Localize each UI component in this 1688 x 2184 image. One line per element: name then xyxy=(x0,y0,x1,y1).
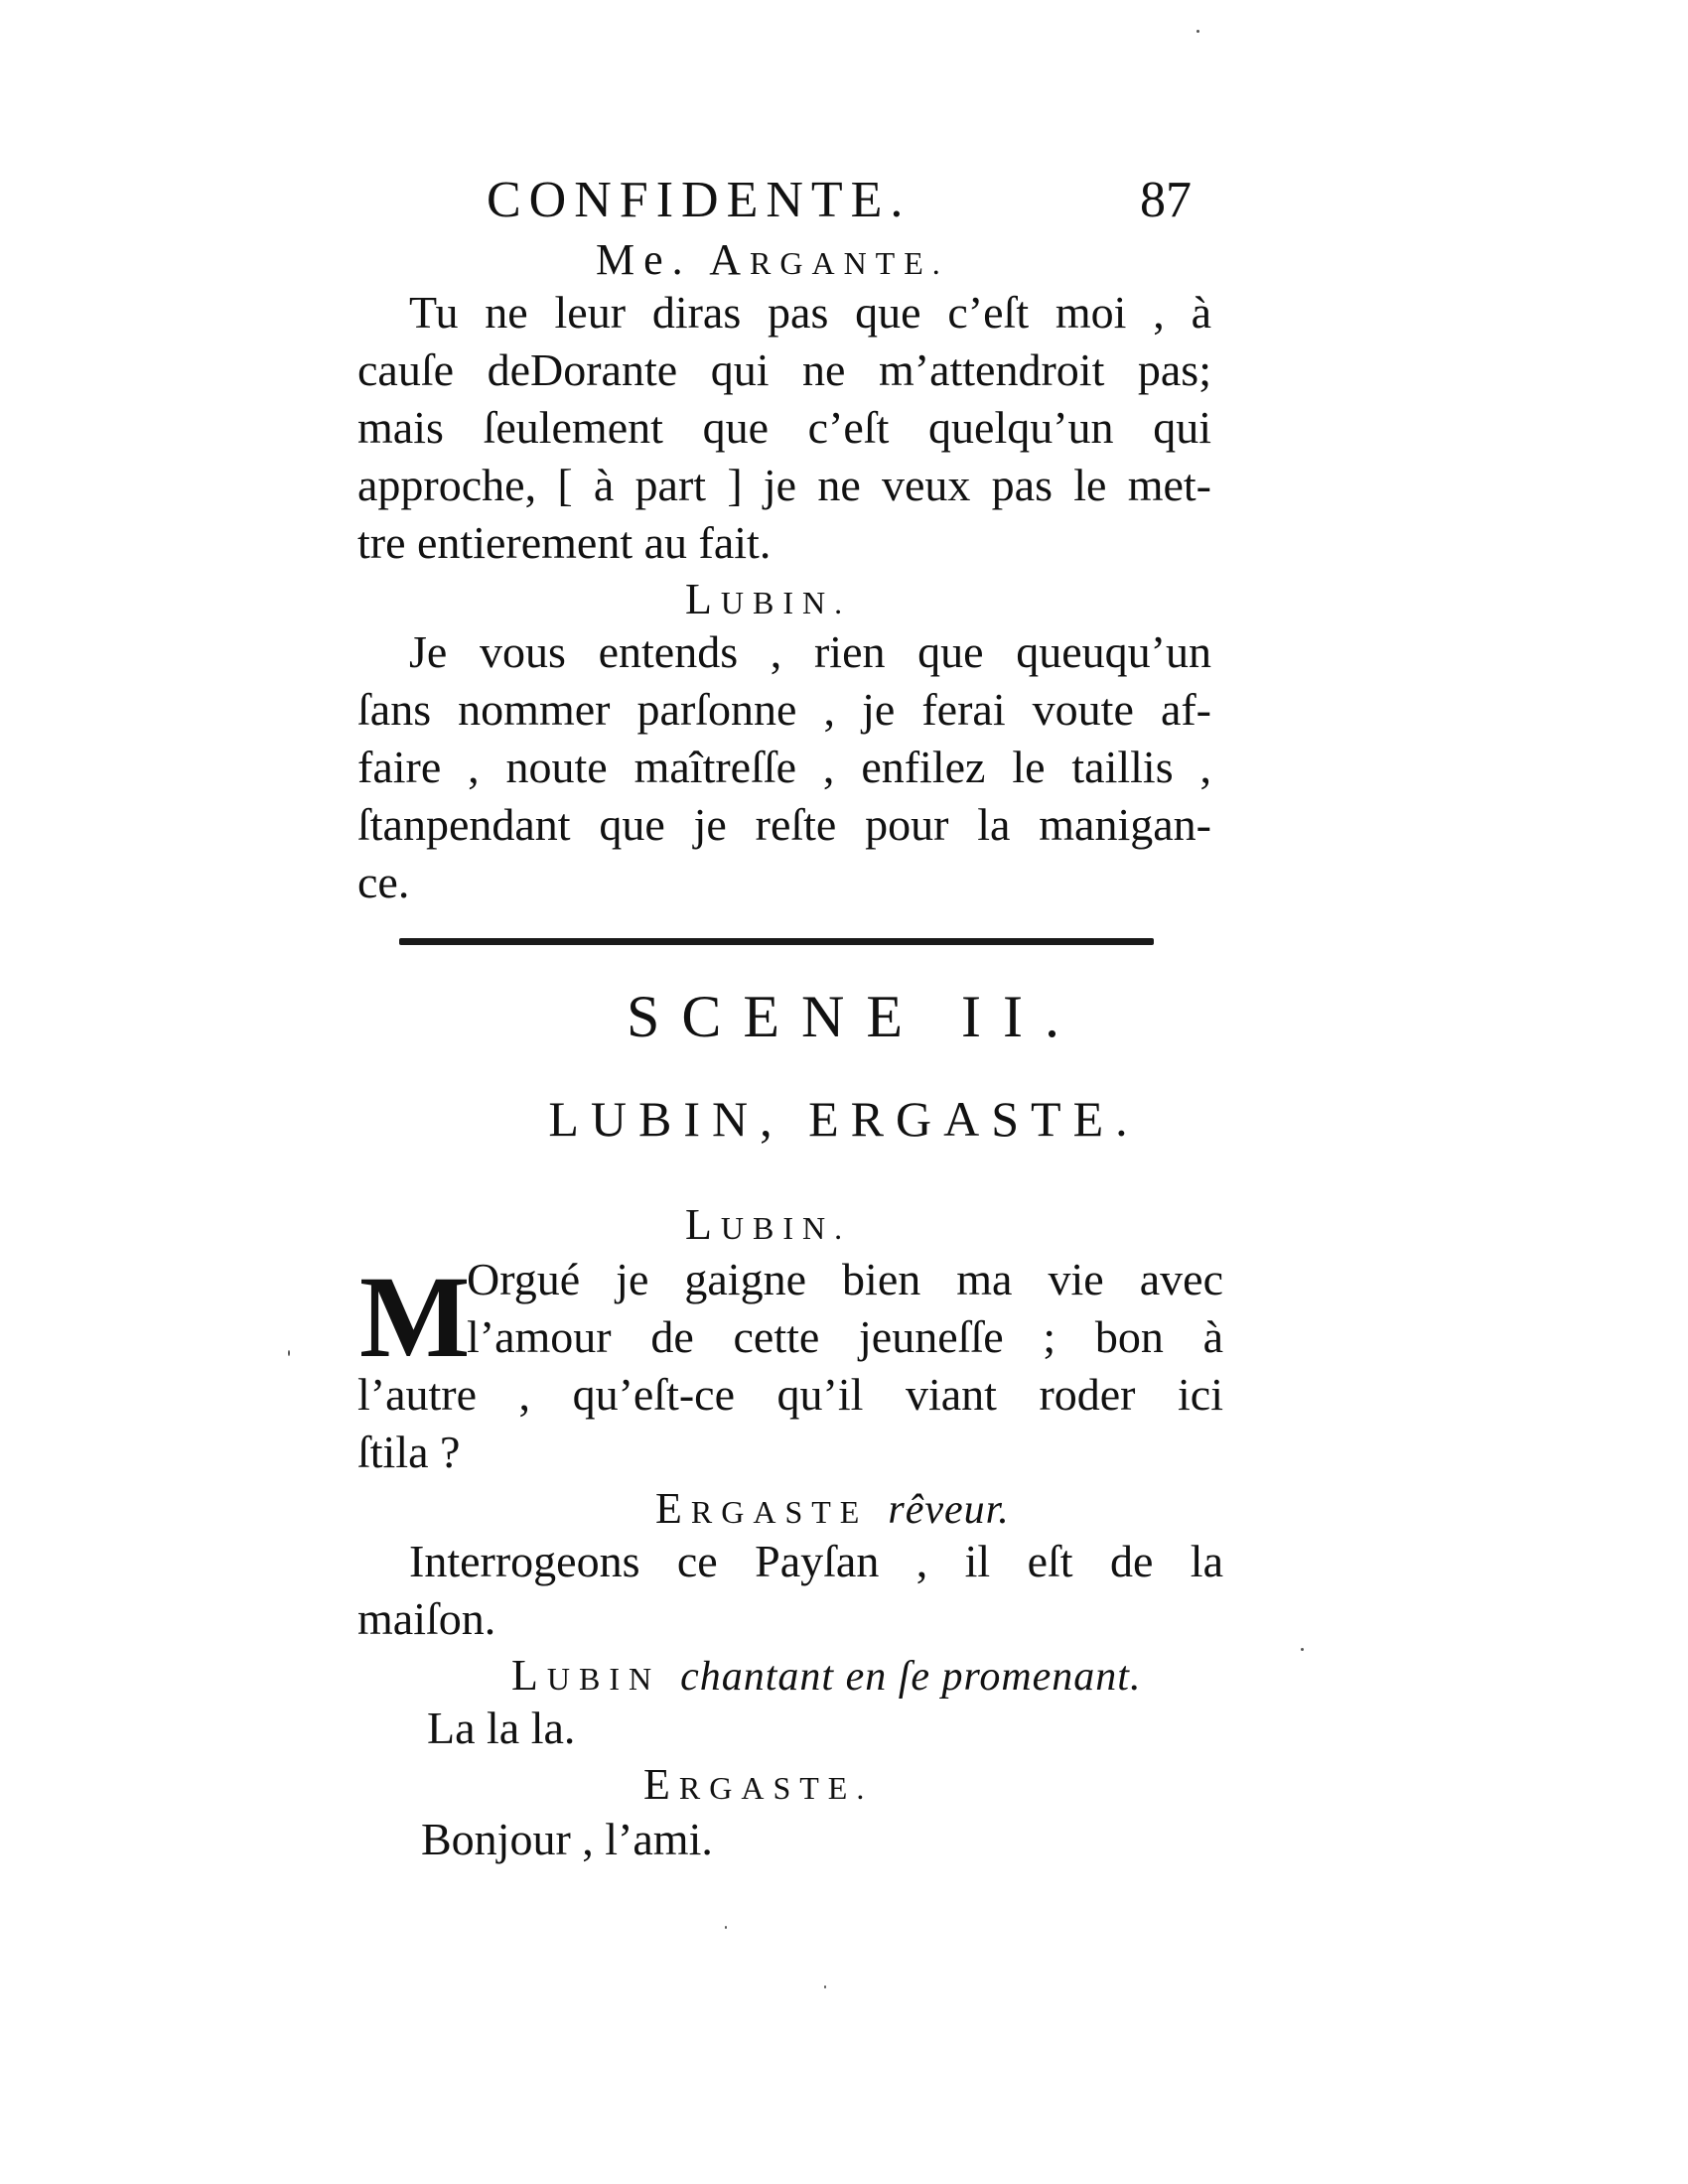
text-line: l’amour de cette jeuneſſe ; bon à xyxy=(467,1311,1223,1362)
speaker-name-rest: UBIN. xyxy=(720,585,852,620)
speaker-name-rest: RGANTE. xyxy=(750,245,949,281)
scan-speck xyxy=(1196,30,1199,33)
text-line: ſtanpendant que je reſte pour la manigan- xyxy=(357,799,1211,850)
speaker-initial: Me. A xyxy=(596,235,750,284)
speaker-name-rest: UBIN xyxy=(546,1661,661,1697)
speaker-initial: E xyxy=(655,1484,691,1533)
text-line: Interrogeons ce Payſan , il eſt de la xyxy=(409,1536,1223,1586)
speaker-initial: L xyxy=(511,1651,547,1700)
stage-direction: rêveur. xyxy=(888,1487,1010,1533)
text-line: cauſe deDorante qui ne m’attendroit pas; xyxy=(357,344,1211,395)
speaker-heading xyxy=(596,234,949,285)
text-line: Bonjour , l’ami. xyxy=(421,1814,713,1864)
speaker-initial: E xyxy=(643,1760,679,1809)
speaker-heading xyxy=(655,1483,1010,1534)
page-number: 87 xyxy=(1140,172,1192,228)
speaker-initial: L xyxy=(685,1200,721,1249)
text-line: ſans nommer parſonne , je ferai voute af- xyxy=(357,684,1211,735)
text-line: ſtila ? xyxy=(357,1427,461,1477)
scan-speck xyxy=(288,1350,290,1356)
section-divider-rule xyxy=(399,938,1154,945)
speaker-initial: L xyxy=(685,575,721,623)
text-line: mais ſeulement que c’eſt quelqu’un qui xyxy=(357,402,1211,453)
text-line: faire , noute maîtreſſe , enfilez le taillis , xyxy=(357,742,1211,792)
text-line: tre entierement au fait. xyxy=(357,517,772,568)
speaker-name-rest: RGASTE. xyxy=(678,1770,874,1806)
scene-characters: LUBIN, ERGASTE. xyxy=(548,1091,1140,1147)
speaker-name-rest: UBIN. xyxy=(720,1210,852,1246)
running-title: CONFIDENTE. xyxy=(487,172,912,228)
text-line: ce. xyxy=(357,857,410,907)
scan-speck xyxy=(725,1926,727,1929)
text-line: La la la. xyxy=(427,1703,576,1753)
speaker-name-rest: RGASTE xyxy=(690,1494,869,1530)
text-line: Je vous entends , rien que queuqu’un xyxy=(409,626,1211,677)
speaker-heading xyxy=(685,574,851,624)
scene-title: SCENE II. xyxy=(627,984,1081,1049)
speaker-heading xyxy=(643,1759,873,1810)
stage-direction: chantant en ſe promenant. xyxy=(680,1654,1142,1700)
text-line: approche, [ à part ] je ne veux pas le met- xyxy=(357,460,1211,510)
text-line: l’autre , qu’eſt-ce qu’il viant roder ici xyxy=(357,1369,1223,1420)
text-line: Tu ne leur diras pas que c’eſt moi , à xyxy=(409,287,1211,338)
scan-speck xyxy=(824,1985,826,1988)
text-line: maiſon. xyxy=(357,1593,496,1644)
speaker-heading xyxy=(511,1650,1141,1701)
text-line: Orgué je gaigne bien ma vie avec xyxy=(467,1254,1223,1304)
scan-speck xyxy=(1301,1648,1304,1651)
speaker-heading xyxy=(685,1199,851,1250)
drop-cap: M xyxy=(359,1252,471,1382)
